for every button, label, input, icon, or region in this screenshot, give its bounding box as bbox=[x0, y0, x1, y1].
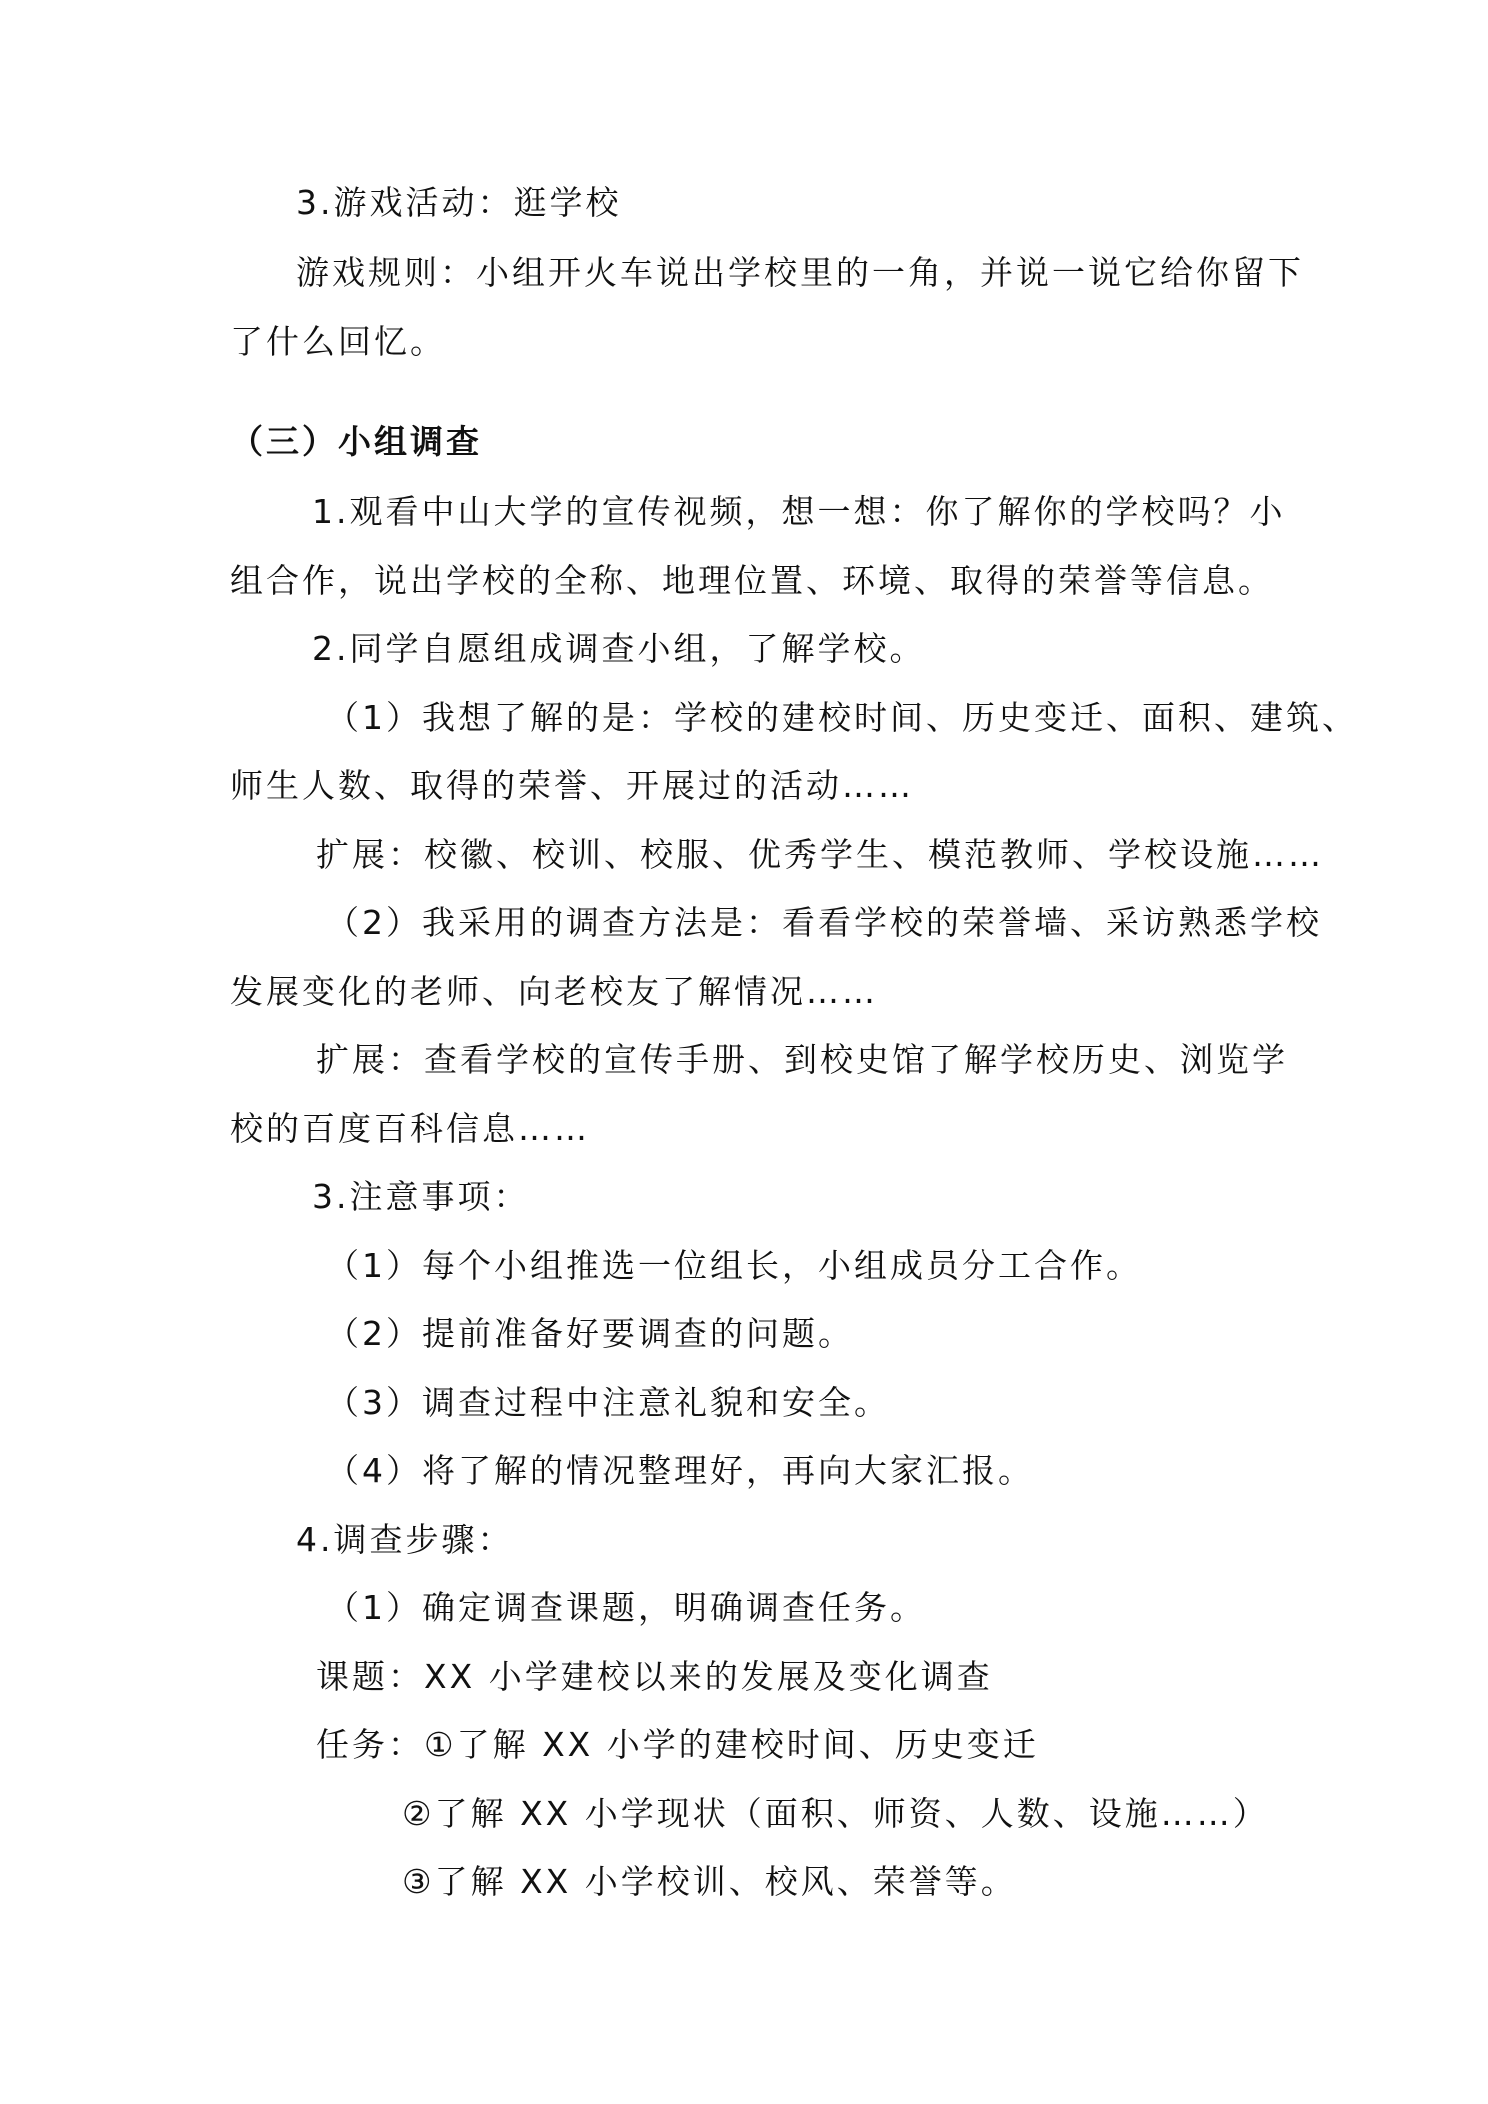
game-rules-line-2: 了什么回忆。 bbox=[230, 322, 446, 361]
extension-2-line-2: 校的百度百科信息…… bbox=[230, 1109, 590, 1148]
sub-item-2-line-1: （2）我采用的调查方法是：看看学校的荣誉墙、采访熟悉学校 bbox=[326, 903, 1322, 942]
note-1: （1）每个小组推选一位组长，小组成员分工合作。 bbox=[326, 1246, 1142, 1285]
task-line-2: ②了解 XX 小学现状（面积、师资、人数、设施……） bbox=[402, 1794, 1269, 1833]
section-heading-group-survey: （三）小组调查 bbox=[230, 422, 482, 461]
sub-item-1-line-2: 师生人数、取得的荣誉、开展过的活动…… bbox=[230, 766, 914, 805]
note-4: （4）将了解的情况整理好，再向大家汇报。 bbox=[326, 1451, 1034, 1490]
extension-1: 扩展：校徽、校训、校服、优秀学生、模范教师、学校设施…… bbox=[316, 835, 1324, 874]
note-3: （3）调查过程中注意礼貌和安全。 bbox=[326, 1383, 890, 1422]
note-2: （2）提前准备好要调查的问题。 bbox=[326, 1314, 854, 1353]
task-line-3: ③了解 XX 小学校训、校风、荣誉等。 bbox=[402, 1862, 1017, 1901]
sub-item-2-line-2: 发展变化的老师、向老校友了解情况…… bbox=[230, 972, 878, 1011]
item-2: 2.同学自愿组成调查小组，了解学校。 bbox=[312, 629, 926, 668]
task-line-1: 任务：①了解 XX 小学的建校时间、历史变迁 bbox=[316, 1725, 1039, 1764]
item-1-line-2: 组合作，说出学校的全称、地理位置、环境、取得的荣誉等信息。 bbox=[230, 561, 1274, 600]
step-1: （1）确定调查课题，明确调查任务。 bbox=[326, 1588, 926, 1627]
item-4-steps: 4.调查步骤： bbox=[296, 1520, 514, 1559]
item-1-line-1: 1.观看中山大学的宣传视频，想一想：你了解你的学校吗？小 bbox=[312, 492, 1286, 531]
topic-line: 课题：XX 小学建校以来的发展及变化调查 bbox=[316, 1657, 993, 1696]
item-3-notes: 3.注意事项： bbox=[312, 1177, 530, 1216]
game-rules-line-1: 游戏规则：小组开火车说出学校里的一角，并说一说它给你留下 bbox=[296, 253, 1304, 292]
sub-item-1-line-1: （1）我想了解的是：学校的建校时间、历史变迁、面积、建筑、 bbox=[326, 698, 1358, 737]
extension-2-line-1: 扩展：查看学校的宣传手册、到校史馆了解学校历史、浏览学 bbox=[316, 1040, 1288, 1079]
step-3-game-activity: 3.游戏活动：逛学校 bbox=[296, 183, 622, 222]
